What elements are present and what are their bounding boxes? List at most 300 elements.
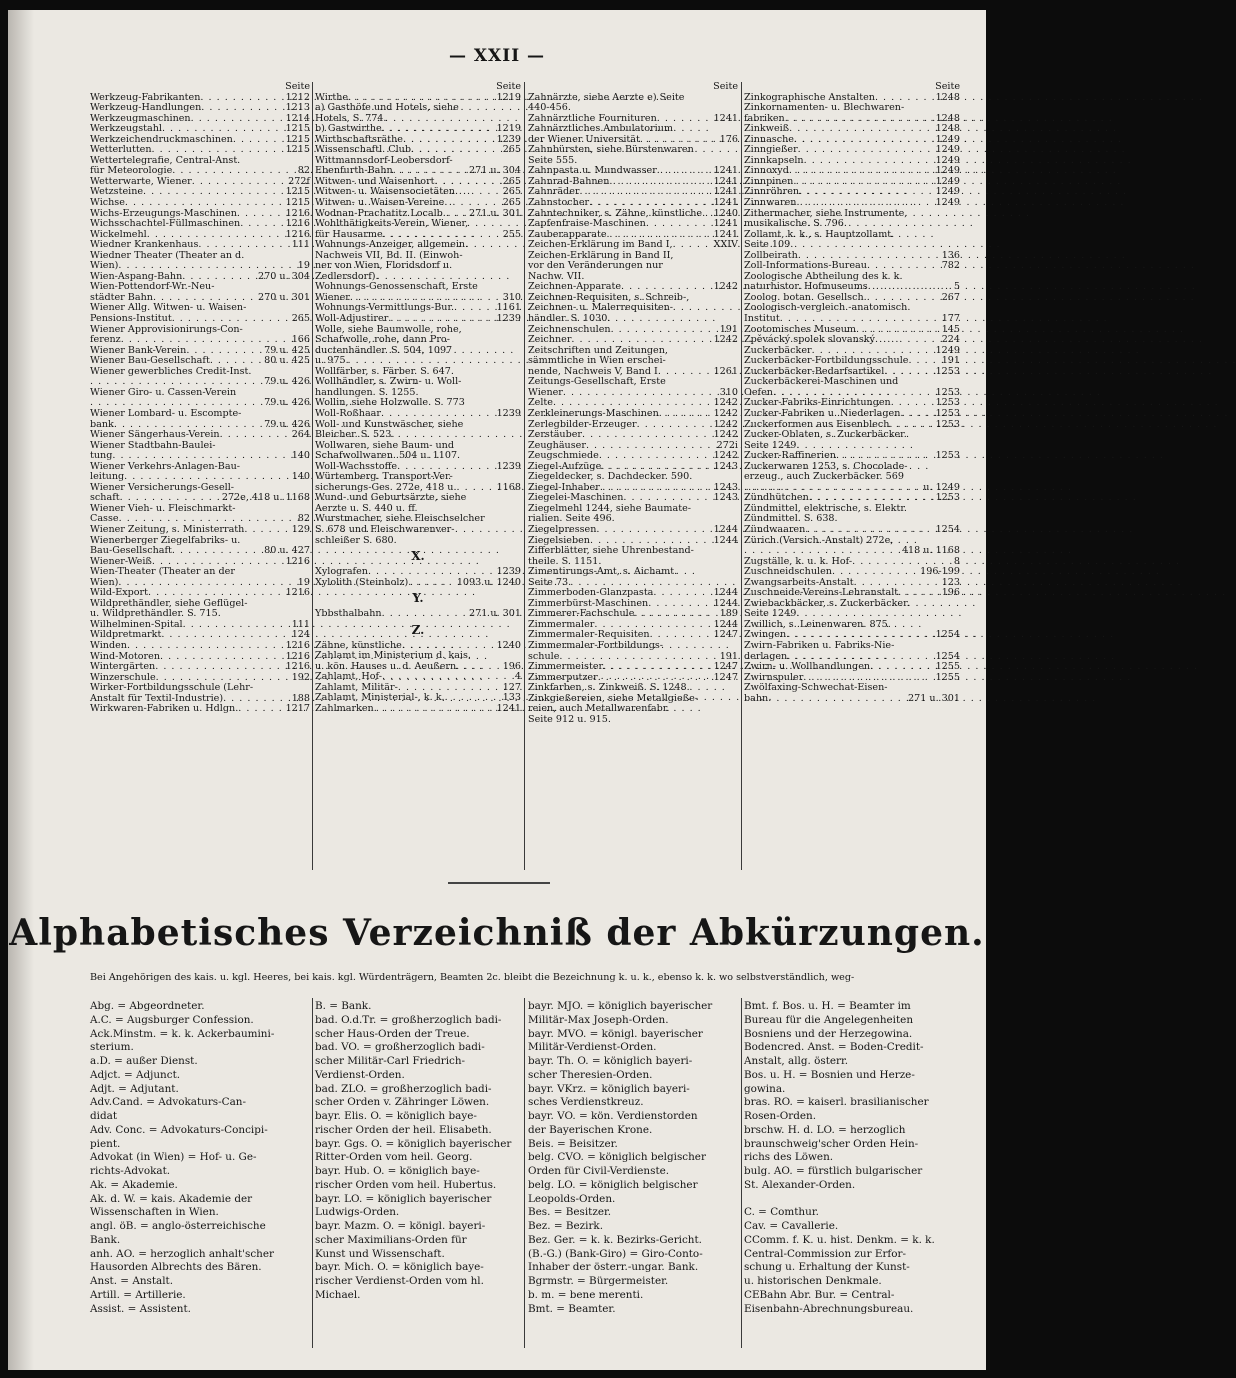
- entry-page: 192: [291, 671, 310, 683]
- entry-page: 1242: [713, 407, 738, 419]
- entry-term: Zeichnen-Requisiten, s. Schreib-,: [528, 291, 690, 303]
- entry-page: 5: [953, 281, 960, 293]
- abbreviation-line: Ack.Minstm. = k. k. Ackerbaumini-: [90, 1027, 275, 1040]
- index-entry: [315, 578, 521, 589]
- abbreviation-line: St. Alexander-Orden.: [744, 1178, 856, 1191]
- entry-page: 82: [297, 513, 310, 525]
- dot-leader: [805, 525, 933, 536]
- abbreviation-line: Inhaber der österr.-ungar. Bank.: [528, 1261, 699, 1274]
- abbreviation-line: rischer Orden der heil. Elisabeth.: [315, 1123, 492, 1136]
- entry-page: 196: [502, 660, 521, 672]
- entry-term: Aerzte u. S. 440 u. ff.: [315, 502, 418, 514]
- entry-term: Zootomisches Museum: [744, 323, 857, 335]
- entry-term: u. Wildprethändler. S. 715.: [90, 608, 221, 620]
- entry-page: 1253: [935, 418, 960, 430]
- abbreviation-line: bayr. LO. = königlich bayerischer: [315, 1192, 492, 1205]
- abbreviation-line: Bmt. f. Bos. u. H. = Beamter im: [744, 1000, 911, 1012]
- dot-leader: [125, 198, 284, 209]
- entry-term: Zimmermaler-Requisiten: [528, 629, 650, 641]
- abbreviation-line: scher Orden v. Zähringer Löwen.: [315, 1096, 490, 1109]
- entry-term: Zürich (Versich.-Anstalt) 272e,: [744, 534, 894, 546]
- entry-term: der Wiener Universität: [528, 133, 640, 145]
- entry-term: für Hausarme: [315, 228, 383, 240]
- entry-page: 270 u. 301: [258, 291, 310, 303]
- entry-page: 1242: [713, 418, 738, 430]
- entry-term: Zwiebackbäcker, s. Zuckerbäcker.: [744, 597, 910, 609]
- entry-term: Wildprethändler, siehe Geflügel-: [90, 597, 248, 609]
- entry-page: 1217: [285, 703, 310, 715]
- entry-term: Zucker-Fabriken u. Niederlagen: [744, 407, 901, 419]
- index-entry: [315, 430, 521, 441]
- entry-term: Zinkgießereien, siehe Metallgieße-: [528, 692, 698, 704]
- entry-page: 1161: [496, 302, 521, 314]
- entry-page: 79 u. 426: [264, 376, 310, 388]
- entry-page: 1239: [496, 407, 521, 419]
- entry-term: Woll-Adjustirer: [315, 313, 389, 325]
- abbreviations-column-1: [90, 1000, 312, 1316]
- entry-page: 1242: [713, 281, 738, 293]
- entry-term: bank: [90, 418, 114, 430]
- entry-term: Zwillich, s. Leinenwaren. 875.: [744, 618, 891, 630]
- entry-page: 4: [514, 671, 521, 683]
- entry-term: Woll- und Kunstwäscher, siehe: [315, 418, 464, 430]
- abbreviation-line: bayr. VKrz. = königlich bayeri-: [528, 1082, 690, 1095]
- entry-term: Wichsschachtel-Füllmaschinen: [90, 218, 241, 230]
- entry-term: Zwingen: [744, 629, 787, 641]
- entry-page: 1240: [713, 207, 738, 219]
- abbreviation-line: richs des Löwen.: [744, 1151, 834, 1164]
- entry-page: 1255: [935, 671, 960, 683]
- dot-leader: [444, 198, 500, 209]
- entry-term: Wien): [90, 260, 119, 272]
- abbreviation-line: bayr. VO. = kön. Verdienstorden: [528, 1110, 698, 1122]
- abbreviation-line: Bez. = Bezirk.: [528, 1220, 604, 1232]
- abbreviation-line: scher Haus-Orden der Treue.: [315, 1027, 470, 1040]
- entry-page: 1249: [935, 197, 960, 209]
- entry-term: Institut: [744, 313, 780, 325]
- entry-term: Wiener: [528, 386, 563, 398]
- entry-page: 1241: [713, 186, 738, 198]
- entry-term: Ebenfurth-Bahn: [315, 165, 393, 177]
- entry-term: Bau-Gesellschaft: [90, 545, 172, 557]
- abbreviation-line: Bosniens und der Herzegowina.: [744, 1027, 913, 1040]
- entry-page: 1214: [285, 112, 310, 124]
- entry-term: tung: [90, 450, 113, 462]
- abbreviation-line: bad. O.d.Tr. = großherzoglich badi-: [315, 1013, 502, 1026]
- abbreviation-line: Ak. = Akademie.: [90, 1178, 178, 1191]
- index-entry: [315, 314, 521, 325]
- entry-page: 1241: [713, 112, 738, 124]
- entry-term: naturhistor. Hofmuseums: [744, 281, 868, 293]
- entry-page: 176: [719, 133, 738, 145]
- entry-term: Zinnpinen: [744, 175, 794, 187]
- abbreviation-line: [744, 1193, 966, 1207]
- entry-page: 1249: [935, 344, 960, 356]
- entry-term: Wohlthätigkeits-Verein, Wiener,: [315, 218, 469, 230]
- entry-term: Wohnungs-Vermittlungs-Bur.: [315, 302, 455, 314]
- entry-term: Zuckerbäcker-Fortbildungsschule: [744, 355, 909, 367]
- entry-page: 79 u. 426: [264, 418, 310, 430]
- entry-term: Zinkfarben, s. Zinkweiß. S. 1248.: [528, 682, 690, 694]
- dot-leader: [582, 430, 712, 441]
- abbreviation-line: Anst. = Anstalt.: [90, 1275, 174, 1287]
- entry-page: 1241: [713, 218, 738, 230]
- abbreviation-line: Verdienst-Orden.: [315, 1068, 405, 1081]
- entry-term: Wollfärber, s. Färber. S. 647.: [315, 365, 454, 377]
- abbreviation-line: Anstalt, allg. österr.: [744, 1055, 849, 1067]
- entry-term: Zuckerbäcker-Bedarfsartikel: [744, 365, 885, 377]
- entry-page: 1253: [935, 365, 960, 377]
- entry-page: 1215: [285, 144, 310, 156]
- abbreviation-line: brschw. H. d. LO. = herzoglich: [744, 1123, 906, 1136]
- entry-term: Zoologisch-vergleich.-anatomisch.: [744, 302, 911, 314]
- entry-term: Zugställe, k. u. k. Hof-: [744, 555, 853, 567]
- entry-term: leitung: [90, 471, 125, 483]
- entry-term: Bleicher. S. 523.: [315, 429, 395, 441]
- entry-term: Casse: [90, 513, 119, 525]
- entry-page: 1242: [713, 429, 738, 441]
- index-entry: [744, 430, 960, 441]
- entry-page: 1241: [496, 702, 521, 714]
- entry-term: Zimmermaler-Fortbildungs-: [528, 639, 664, 651]
- entry-page: u. 1249: [923, 481, 960, 493]
- entry-term: schule: [528, 650, 560, 662]
- abbreviation-line: Adv. Conc. = Advokaturs-Concipi-: [90, 1123, 268, 1136]
- entry-term: Wettertelegrafie, Central-Anst.: [90, 154, 241, 166]
- entry-term: Wien-Theater (Theater an der: [90, 566, 235, 578]
- entry-term: theile. S. 1151.: [528, 555, 602, 567]
- abbreviation-line: Wissenschaften in Wien.: [90, 1206, 219, 1219]
- entry-term: Woll-Roßhaar: [315, 407, 381, 419]
- entry-term: Zahlamt, Hof-: [315, 671, 382, 683]
- entry-term: Zündmittel. S. 638.: [744, 513, 838, 525]
- abbreviation-line: bayr. Elis. O. = königlich baye-: [315, 1110, 477, 1122]
- entry-term: Ziegelsieben: [528, 534, 590, 546]
- entry-term: Witwen- u. Waisen-Vereine: [315, 197, 445, 209]
- entry-term: Wiedner Krankenhaus: [90, 239, 199, 251]
- entry-term: Wiener Giro- u. Cassen-Verein: [90, 386, 237, 398]
- entry-term: Ziegelpressen: [528, 523, 597, 535]
- abbreviation-line: bayr. Hub. O. = königlich baye-: [315, 1165, 480, 1177]
- entry-page: 1216: [285, 218, 310, 230]
- entry-page: 1216: [285, 555, 310, 567]
- entry-page: 1243: [713, 492, 738, 504]
- entry-term: rialien. Seite 496.: [528, 513, 615, 525]
- abbreviation-line: belg. LO. = königlich belgischer: [528, 1178, 698, 1191]
- index-entry: [528, 525, 738, 536]
- entry-term: Wetterlutten: [90, 144, 152, 156]
- entry-term: Wiener Vieh- u. Fleischmarkt-: [90, 502, 236, 514]
- entry-page: 1215: [285, 123, 310, 135]
- entry-term: Wiener Stadtbahn-Baulei-: [90, 439, 216, 451]
- entry-term: Wichs-Erzeugungs-Maschinen: [90, 207, 237, 219]
- seite-header: Seite: [496, 81, 521, 92]
- entry-term: Seite 912 u. 915.: [528, 713, 611, 725]
- dot-leader: [408, 578, 455, 589]
- column-rule: [312, 82, 313, 870]
- entry-page: 1215: [285, 133, 310, 145]
- seite-header: Seite: [935, 81, 960, 92]
- entry-term: Würtemberg. Transport-Ver-: [315, 471, 453, 483]
- scan-edge-shadow: [8, 10, 34, 1370]
- entry-page: 782: [941, 260, 960, 272]
- index-entry: [744, 641, 960, 652]
- entry-term: Zedlersdorf).: [315, 270, 379, 282]
- entry-term: Wohnungs-Genossenschaft, Erste: [315, 281, 478, 293]
- entry-page: 136: [941, 249, 960, 261]
- dot-leader: [220, 430, 290, 441]
- entry-page: 19: [297, 260, 310, 272]
- entry-page: 1249: [935, 144, 960, 156]
- abbreviations-title: Alphabetisches Verzeichniß der Abkürzungen.: [9, 912, 985, 954]
- entry-term: Zeichnenschulen: [528, 323, 611, 335]
- entry-term: Zimmerer-Fachschule: [528, 608, 635, 620]
- entry-term: Zahnbürsten, siehe Bürstenwaren: [528, 144, 694, 156]
- entry-page: 196: [941, 587, 960, 599]
- entry-page: 270 u. 304: [258, 270, 310, 282]
- entry-term: händler. S. 1030.: [528, 313, 611, 325]
- entry-term: Zucker-Fabriks-Einrichtungen: [744, 397, 891, 409]
- entry-page: 1248: [935, 112, 960, 124]
- entry-page: 1216: [285, 228, 310, 240]
- entry-page: 8: [953, 555, 960, 567]
- entry-page: 265: [291, 313, 310, 325]
- abbreviation-line: Beis. = Beisitzer.: [528, 1137, 618, 1150]
- entry-term: u. 975.: [315, 355, 349, 367]
- entry-page: 1249: [935, 133, 960, 145]
- entry-page: 166: [291, 334, 310, 346]
- abbreviation-line: a.D. = außer Dienst.: [90, 1055, 198, 1067]
- entry-page: 271 u. 301: [908, 692, 960, 704]
- entry-page: 1253: [935, 397, 960, 409]
- abbreviation-line: Central-Commission zur Erfor-: [744, 1247, 907, 1260]
- entry-term: Wohnungs-Anzeiger, allgemein.: [315, 239, 469, 251]
- entry-term: fabriken: [744, 112, 785, 124]
- entry-term: Zinnoxyd: [744, 165, 789, 177]
- abbreviation-line: Adv.Cand. = Advokaturs-Can-: [90, 1096, 246, 1109]
- entry-term: Wollhändler, s. Zwirn- u. Woll-: [315, 376, 462, 388]
- entry-page: 310: [719, 386, 738, 398]
- dot-leader: [382, 609, 467, 620]
- index-entry: [744, 198, 960, 209]
- entry-term: Zeichen-Erklärung im Band I,: [528, 239, 673, 251]
- entry-page: 1243: [713, 481, 738, 493]
- entry-term: Ybbsthalbahn: [315, 608, 382, 620]
- entry-page: 1248: [935, 91, 960, 103]
- abbreviation-line: bad. ZLO. = großherzoglich badi-: [315, 1082, 492, 1095]
- entry-term: erzeug., auch Zuckerbäcker. 569: [744, 471, 904, 483]
- index-entry: [744, 525, 960, 536]
- entry-term: Wiener: [315, 291, 350, 303]
- abbreviation-line: Ritter-Orden vom heil. Georg.: [315, 1151, 473, 1164]
- entry-term: Zinkornamenten- u. Blechwaren-: [744, 102, 905, 114]
- abbreviation-line: belg. CVO. = königlich belgischer: [528, 1151, 706, 1164]
- entry-term: Zimmerbürst-Maschinen: [528, 597, 649, 609]
- dot-leader: [900, 409, 933, 420]
- entry-term: Wirker-Fortbildungsschule (Lehr-: [90, 682, 254, 694]
- entry-term: Zuckerbäcker: [744, 344, 812, 356]
- entry-page: 265: [502, 144, 521, 156]
- entry-term: Zeughäuser: [528, 439, 586, 451]
- entry-term: Zollamt, k. k., s. Hauptzollamt.: [744, 228, 895, 240]
- index-column-1: [90, 82, 310, 715]
- entry-term: Wilhelminen-Spital: [90, 618, 183, 630]
- entry-page: 1254: [935, 523, 960, 535]
- index-entry: [315, 704, 521, 715]
- entry-page: 111: [291, 618, 310, 630]
- entry-page: 133: [502, 692, 521, 704]
- seite-header: Seite: [285, 81, 310, 92]
- abbreviation-line: bras. RO. = kaiserl. brasilianischer: [744, 1096, 929, 1109]
- dot-leader: [673, 240, 712, 251]
- entry-page: 224: [941, 334, 960, 346]
- entry-term: Wollin, siehe Holzwolle. S. 773: [315, 397, 465, 409]
- entry-term: Zinnröhren: [744, 186, 800, 198]
- entry-term: Oefen: [744, 386, 773, 398]
- entry-term: Zifferblätter, siehe Uhrenbestand-: [528, 545, 694, 557]
- entry-page: 1249: [935, 165, 960, 177]
- entry-page: 79 u. 426: [264, 397, 310, 409]
- abbreviation-line: Kunst und Wissenschaft.: [315, 1247, 445, 1260]
- abbreviation-line: Bgrmstr. = Bürgermeister.: [528, 1275, 669, 1287]
- abbreviation-line: gowina.: [744, 1082, 786, 1095]
- entry-term: Wiener Lombard- u. Escompte-: [90, 407, 242, 419]
- dot-leader: [127, 641, 284, 652]
- entry-term: Wiener Versicherungs-Gesell-: [90, 481, 235, 493]
- entry-term: Zerkleinerungs-Maschinen: [528, 407, 659, 419]
- entry-term: Werkzeug-Fabrikanten: [90, 91, 201, 103]
- entry-page: 140: [291, 450, 310, 462]
- entry-term: Wichse: [90, 197, 125, 209]
- entry-term: Seite 1249.: [744, 439, 800, 451]
- entry-term: schaft: [90, 492, 120, 504]
- abbreviation-line: A.C. = Augsburger Confession.: [90, 1013, 254, 1026]
- entry-page: 1244: [713, 618, 738, 630]
- entry-term: Xylolith (Steinholz): [315, 576, 409, 588]
- entry-term: Zahnärztliche Fournituren: [528, 112, 657, 124]
- column-rule: [741, 82, 742, 870]
- entry-term: Werkzeichendruckmaschinen: [90, 133, 233, 145]
- entry-term: nende, Nachweis V, Band I: [528, 365, 658, 377]
- entry-term: Wien): [90, 576, 119, 588]
- entry-term: a) Gasthöfe und Hotels, siehe: [315, 102, 459, 114]
- entry-page: 1219: [496, 91, 521, 103]
- abbreviation-line: u. historischen Denkmale.: [744, 1275, 882, 1287]
- entry-term: Wiener-Weiß: [90, 555, 152, 567]
- entry-page: 272f: [288, 175, 310, 187]
- entry-term: Wiener Allg. Witwen- u. Waisen-: [90, 302, 247, 314]
- abbreviation-line: bulg. AO. = fürstlich bulgarischer: [744, 1165, 923, 1177]
- entry-term: Xylografen: [315, 566, 368, 578]
- index-entry: [528, 198, 738, 209]
- entry-term: Zahntechniker, s. Zähne, künstliche: [528, 207, 703, 219]
- entry-term: Zinkographische Anstalten: [744, 91, 875, 103]
- entry-page: 1254: [935, 629, 960, 641]
- entry-page: 124: [291, 629, 310, 641]
- entry-term: Zapfenfraise-Maschinen: [528, 218, 646, 230]
- entry-page: 140: [291, 471, 310, 483]
- entry-term: Wolle, siehe Baumwolle, rohe,: [315, 323, 462, 335]
- entry-page: 80 u. 425: [264, 355, 310, 367]
- entry-term: Werkzeugstahl: [90, 123, 162, 135]
- entry-term: Zeichner: [528, 334, 572, 346]
- abbreviation-line: didat: [90, 1110, 117, 1122]
- entry-term: Wiener Verkehrs-Anlagen-Bau-: [90, 460, 240, 472]
- abbreviation-line: Adjct. = Adjunct.: [90, 1068, 181, 1081]
- entry-term: Zündmittel, elektrische, s. Elektr.: [744, 502, 907, 514]
- entry-term: 440-456.: [528, 102, 571, 114]
- entry-term: sicherungs-Ges. 272e, 418 u.: [315, 481, 457, 493]
- dot-leader: [244, 525, 289, 536]
- entry-term: Zwangsarbeits-Anstalt: [744, 576, 854, 588]
- entry-term: Nachw. VII.: [528, 270, 585, 282]
- entry-term: Zeitungs-Gesellschaft, Erste: [528, 376, 666, 388]
- seite-header: Seite: [713, 81, 738, 92]
- entry-term: musikalische. S. 796.: [744, 218, 847, 230]
- abbreviations-column-4: [744, 1000, 966, 1316]
- entry-page: 1247: [713, 671, 738, 683]
- entry-term: Zahnstocher: [528, 197, 590, 209]
- abbreviation-line: scher Maximilians-Orden für: [315, 1233, 467, 1246]
- entry-page: 265: [502, 175, 521, 187]
- letter-heading: Y.: [412, 591, 424, 606]
- entry-page: 265: [502, 186, 521, 198]
- abbreviation-line: bayr. MJO. = königlich bayerischer: [528, 1000, 713, 1012]
- abbreviation-line: Ak. d. W. = kais. Akademie der: [90, 1192, 253, 1205]
- entry-term: Zeugschmiede: [528, 450, 599, 462]
- entry-page: 1216: [285, 587, 310, 599]
- abbreviation-line: bad. VO. = großherzoglich badi-: [315, 1041, 485, 1054]
- entry-term: Zeichnen-Apparate: [528, 281, 622, 293]
- entry-term: Zinkweiß: [744, 123, 790, 135]
- entry-term: Zündwaaren: [744, 523, 806, 535]
- entry-page: 1239: [496, 133, 521, 145]
- entry-term: Winden: [90, 639, 127, 651]
- entry-page: 1241: [713, 228, 738, 240]
- entry-term: S. 678 und Fleischwarenver-: [315, 523, 455, 535]
- entry-term: Wildpretmarkt: [90, 629, 162, 641]
- entry-page: 255: [502, 228, 521, 240]
- entry-term: Wund- und Geburtsärzte, siehe: [315, 492, 467, 504]
- entry-term: Wurstmacher, siehe Fleischselcher: [315, 513, 485, 525]
- abbreviation-line: Bos. u. H. = Bosnien und Herze-: [744, 1068, 915, 1081]
- entry-term: Zimmerboden-Glanzpasta: [528, 587, 654, 599]
- abbreviation-line: der Bayerischen Krone.: [528, 1123, 653, 1136]
- entry-term: Wien-Aspang-Bahn: [90, 270, 183, 282]
- abbreviation-line: (B.-G.) (Bank-Giro) = Giro-Conto-: [528, 1247, 703, 1260]
- abbreviation-line: scher Militär-Carl Friedrich-: [315, 1055, 466, 1067]
- entry-term: Winzerschule: [90, 671, 156, 683]
- entry-term: Wild-Export: [90, 587, 148, 599]
- entry-term: Zinngießer: [744, 144, 798, 156]
- entry-page: 1249: [935, 186, 960, 198]
- entry-term: Wirkwaren-Fabriken u. Hdlgn.: [90, 703, 239, 715]
- entry-term: Witwen- u. Waisensocietäten: [315, 186, 455, 198]
- entry-page: 1242: [713, 450, 738, 462]
- abbreviation-line: Bez. Ger. = k. k. Bezirks-Gericht.: [528, 1233, 702, 1246]
- entry-term: Zelte: [528, 397, 553, 409]
- entry-term: Witwen- und Waisenhort: [315, 175, 435, 187]
- entry-term: Wodnan-Prachatitz Localb.: [315, 207, 446, 219]
- entry-page: 1219: [496, 123, 521, 135]
- entry-term: sämmtliche in Wien erschei-: [528, 355, 666, 367]
- entry-page: 1254: [935, 650, 960, 662]
- entry-page: 1242: [713, 397, 738, 409]
- entry-page: 1239: [496, 313, 521, 325]
- entry-term: Zinnasche: [744, 133, 794, 145]
- dot-leader: [172, 314, 290, 325]
- entry-page: 1215: [285, 186, 310, 198]
